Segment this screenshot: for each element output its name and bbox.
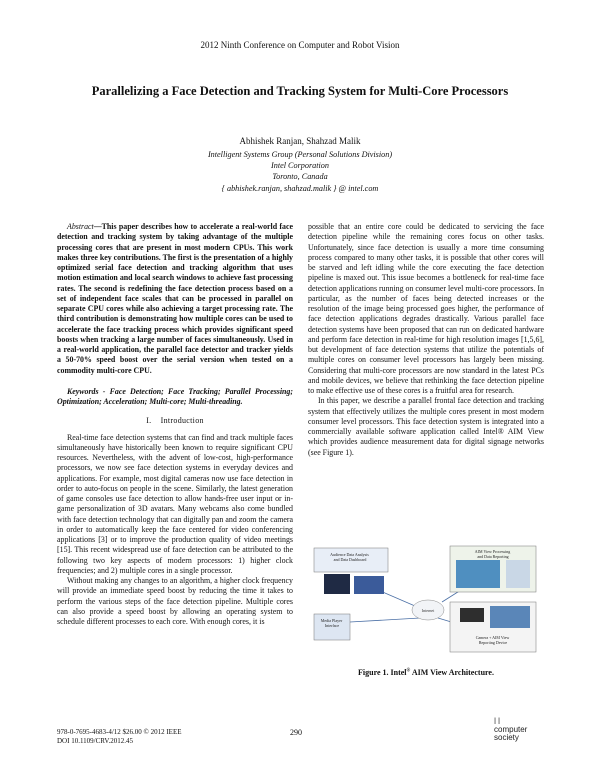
section-title: Introduction	[160, 416, 204, 426]
right-column	[308, 222, 544, 458]
right-paragraph-2: In this paper, we describe a parallel frontal face detection and tracking system that effectively utilizes the multiple cores present in most modern consumer level processors. This face detection system is integrated into a commercially available software application called Intel® AIM View which provides audience measurement data for digital signage networks (see Figure 1).	[308, 396, 544, 457]
authors: Abhishek Ranjan, Shahzad Malik	[239, 136, 361, 146]
footer-left	[57, 728, 182, 746]
affiliation-group: Intelligent Systems Group (Personal Solutions Division)	[207, 150, 393, 159]
abstract-lead: Abstract	[67, 222, 94, 231]
affiliation-location: Toronto, Canada	[272, 172, 328, 182]
signage-screen	[506, 560, 530, 588]
section-heading	[57, 416, 293, 426]
processing-label: AIM View Processing and Data Reporting	[474, 549, 511, 559]
display-screen	[456, 560, 500, 588]
abstract	[57, 222, 293, 376]
page-number: 290	[290, 728, 302, 737]
monitor-icon	[354, 576, 384, 594]
computer-society-logo	[480, 720, 540, 742]
right-paragraph-1: possible that an entire core could be dedicated to servicing the face detection pipeline while the remaining cores focus on other tasks. Unfortunately, since face detection is usually a more time consuming process compared to many other tasks, it is possible that other cores will be starved and left idling while the core executing the face detection pipeline is maxed out. This issue becomes a bottleneck for real-time face detection applications running on consumer level multi-core processors. In particular, as the number of faces being detected increases or the resolution of the image being processed goes higher, the performance of face detection applications degrades drastically. Various parallel face detection systems have been proposed that can run on dedicated hardware and perform face detection in real-time for high resolution images [1,5,6], but development of face detection systems that utilize the potentials of multiple cores on consumer level processors has largely been missing. Considering that multi-core processors are now standard in the latest PCs and mobile devices, we believe that rethinking the face detection pipeline to make effective use of these cores is a fruitful area for research.	[308, 222, 544, 395]
intro-paragraph-2: Without making any changes to an algorithm, a higher clock frequency will provide an immediate speed boost by reducing the time it takes to perform the various steps of the face detection pipeline. Multiple cores can also provide a speed boost by allowing an operating system to schedule different processes to each core. With enough cores, it is	[57, 576, 293, 626]
doi: DOI 10.1109/CRV.2012.45	[57, 737, 134, 745]
camera-icon	[460, 608, 484, 622]
affiliation-email: { abhishek.ranjan, shahzad.malik } @ intel.com	[221, 183, 379, 193]
architecture-figure	[310, 544, 540, 656]
logo-mark-icon: ꟾ ꟾ	[494, 719, 501, 726]
player-label: Media Player Interface	[320, 618, 343, 628]
dashboard-label: Audience Data Analysis and Data Dashboard	[330, 552, 369, 562]
logo-line-2: society	[494, 733, 519, 742]
keywords: Keywords - Face Detection; Face Tracking; Parallel Processing; Optimization; Acceleration; Multi-core; Multi-threading.	[57, 386, 293, 406]
abstract-text: —This paper describes how to accelerate a real-world face detection and tracking system by taking advantage of the multiple processing cores that are present in most modern CPUs. This work makes three key contributions. The first is the presentation of a highly optimized serial face detection and tracking algorithm that uses motion estimation and local search windows to achieve fast processing rates. The second is redefining the face detection process based on a set of independent face scales that can be processed in parallel on separate CPU cores while also achieving a target processing rate. The third contribution is demonstrating how multiple cores can be used to accelerate the face tracking process which provides significant speed boosts when tracking a large number of faces simultaneously. Used in a real-world application, the parallel face detector and tracker yields a 50-70% speed boost over the serial version when tested on a commodity multi-core CPU.	[57, 222, 293, 375]
affiliation-company: Intel Corporation	[271, 161, 329, 171]
caption-prefix: Figure 1. Intel	[358, 668, 407, 677]
affiliation	[0, 149, 600, 194]
server-icon	[324, 574, 350, 594]
paper-title: Parallelizing a Face Detection and Tracking System for Multi-Core Processors	[91, 84, 509, 98]
logo-text	[494, 726, 527, 742]
section-number: I.	[146, 416, 152, 426]
reporting-device-screen	[490, 606, 530, 628]
caption-suffix: AIM View Architecture.	[410, 668, 494, 677]
logo-line-1: computer	[494, 725, 528, 734]
conference-header: 2012 Ninth Conference on Computer and Robot Vision	[200, 40, 400, 50]
left-column	[57, 222, 293, 627]
figure-caption	[308, 668, 544, 677]
cloud-label: Internet	[421, 608, 435, 613]
camera-label: Camera + AIM View Reporting Device	[475, 635, 510, 645]
intro-paragraph-1: Real-time face detection systems that can find and track multiple faces simultaneously have historically been known to require significant CPU resources. Nevertheless, with the advent of low-cost, high-performance processors, we now see face detection systems in everyday devices and applications. For example, most digital cameras now use face detection in order to auto-focus on people in the scene. Similarly, the latest generation of game consoles use face detection to allow hands-free user input or in-game personalization of 3D avatars. Many webcams also come bundled with face detection technology that can digitally pan and zoom the camera in order to automatically keep the face centered for video conferencing applications [3] or to improve the production quality of video meetings [15]. This recent widespread use of face detection can be attributed to the following two key aspects of modern processors: 1) higher clock frequencies; and 2) multiple cores in a single processor.	[57, 432, 293, 575]
caption-sup: ®	[406, 668, 411, 674]
isbn: 978-0-7695-4683-4/12 $26.00 © 2012 IEEE	[57, 728, 182, 736]
